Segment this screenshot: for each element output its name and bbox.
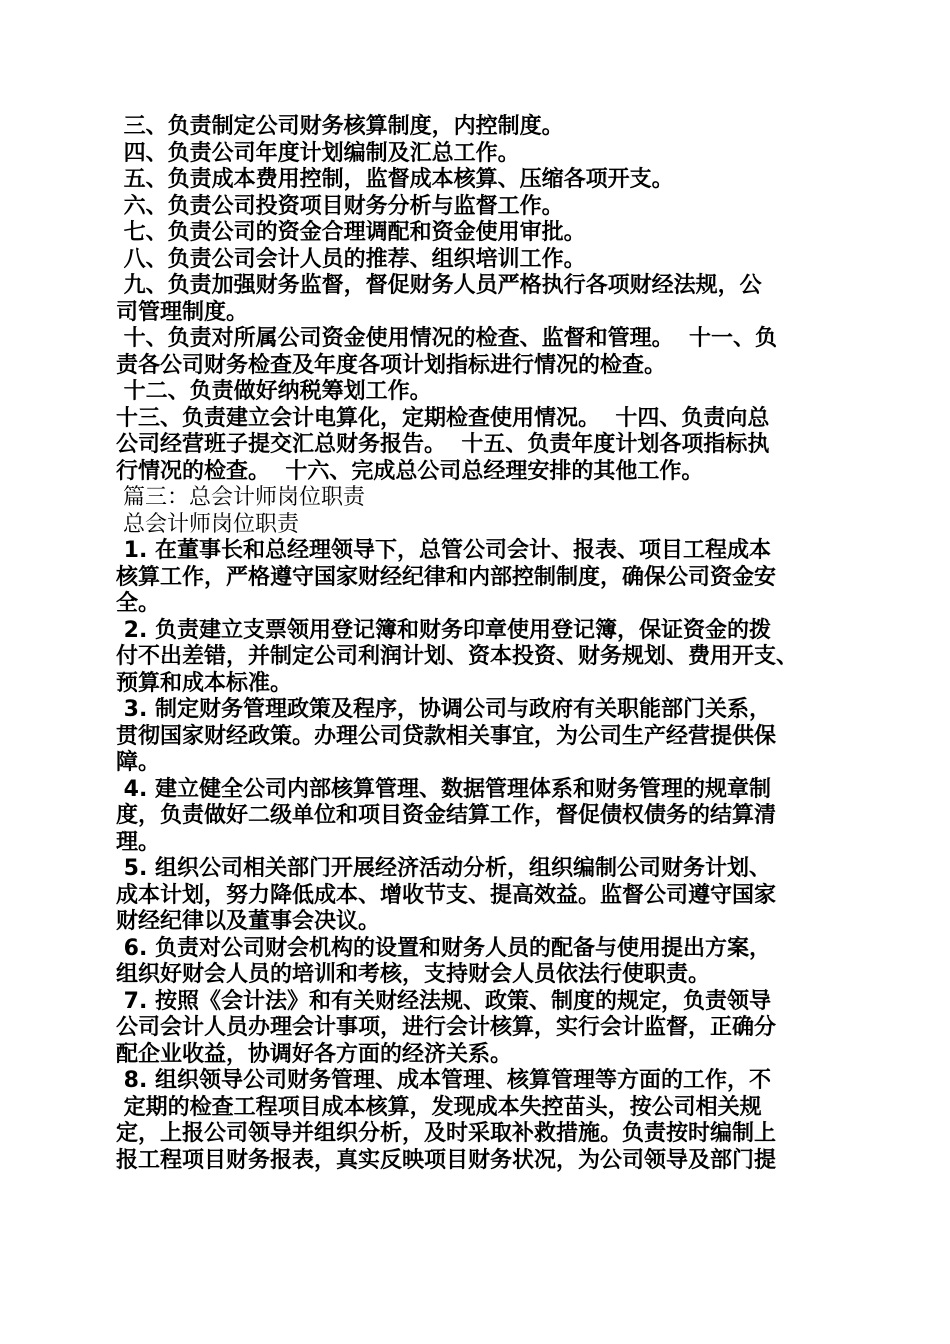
text-line: 五、负责成本费用控制，监督成本核算、压缩各项开支。 — [116, 167, 674, 192]
text-line: 组织好财会人员的培训和考核，支持财会人员依法行使职责。 — [116, 962, 711, 987]
text-line: 行情况的检查。 十六、完成总公司总经理安排的其他工作。 — [116, 458, 704, 484]
text-line: 公司经营班子提交汇总财务报告。 十五、负责年度计划各项指标执 — [116, 432, 770, 457]
section-subheading: 总会计师岗位职责 — [116, 511, 299, 537]
text-line: 十三、负责建立会计电算化，定期检查使用情况。 十四、负责向总 — [116, 405, 770, 431]
text-line: 十、负责对所属公司资金使用情况的检查、监督和管理。 十一、负 — [116, 326, 777, 351]
text-line: 定，上报公司领导并组织分析，及时采取补救措施。负责按时编制上 — [116, 1121, 777, 1146]
text-line: 七、负责公司的资金合理调配和资金使用审批。 — [116, 220, 586, 245]
text-line: 3. 制定财务管理政策及程序，协调公司与政府有关职能部门关系， — [116, 697, 771, 722]
text-line: 司管理制度。 — [116, 299, 249, 325]
text-line: 度，负责做好二级单位和项目资金结算工作，督促债权债务的结算清 — [116, 803, 777, 828]
text-line: 八、负责公司会计人员的推荐、组织培训工作。 — [116, 246, 586, 272]
text-line: 付不出差错，并制定公司利润计划、资本投资、财务规划、费用开支、 — [116, 644, 799, 669]
text-line: 公司会计人员办理会计事项，进行会计核算，实行会计监督，正确分 — [116, 1015, 777, 1040]
text-line: 5. 组织公司相关部门开展经济活动分析，组织编制公司财务计划、 — [116, 856, 771, 881]
text-line: 报工程项目财务报表，真实反映项目财务状况，为公司领导及部门提 — [116, 1147, 777, 1173]
text-line: 贯彻国家财经政策。办理公司贷款相关事宜，为公司生产经营提供保 — [116, 723, 777, 749]
text-line: 四、负责公司年度计划编制及汇总工作。 — [116, 140, 520, 166]
text-line: 障。 — [116, 750, 161, 775]
text-line: 三、负责制定公司财务核算制度，内控制度。 — [116, 114, 564, 139]
text-line: 财经纪律以及董事会决议。 — [116, 909, 381, 934]
section-heading: 篇三：总会计师岗位职责 — [116, 485, 365, 510]
text-line: 预算和成本标准。 — [116, 670, 293, 696]
document-body — [116, 114, 856, 1174]
text-line: 1. 在董事长和总经理领导下，总管公司会计、报表、项目工程成本 — [116, 538, 771, 563]
text-line: 配企业收益，协调好各方面的经济关系。 — [116, 1041, 513, 1067]
text-line: 4. 建立健全公司内部核算管理、数据管理体系和财务管理的规章制 — [116, 776, 771, 802]
text-line: 九、负责加强财务监督，督促财务人员严格执行各项财经法规，公 — [116, 273, 762, 298]
text-line: 6. 负责对公司财会机构的设置和财务人员的配备与使用提出方案， — [116, 935, 771, 961]
text-line: 六、负责公司投资项目财务分析与监督工作。 — [116, 193, 564, 219]
text-line: 7. 按照《会计法》和有关财经法规、政策、制度的规定，负责领导 — [116, 988, 771, 1014]
text-line: 全。 — [116, 591, 161, 616]
text-line: 理。 — [116, 829, 161, 855]
text-line: 定期的检查工程项目成本核算，发现成本失控苗头，按公司相关规 — [116, 1094, 762, 1120]
text-line: 核算工作，严格遵守国家财经纪律和内部控制制度，确保公司资金安 — [116, 564, 777, 590]
text-line: 2. 负责建立支票领用登记簿和财务印章使用登记簿，保证资金的拨 — [116, 617, 771, 643]
text-line: 成本计划，努力降低成本、增收节支、提高效益。监督公司遵守国家 — [116, 882, 777, 908]
text-line: 责各公司财务检查及年度各项计划指标进行情况的检查。 — [116, 352, 667, 378]
text-line: 8. 组织领导公司财务管理、成本管理、核算管理等方面的工作，不 — [116, 1068, 771, 1093]
text-line: 十二、负责做好纳税筹划工作。 — [116, 379, 432, 404]
